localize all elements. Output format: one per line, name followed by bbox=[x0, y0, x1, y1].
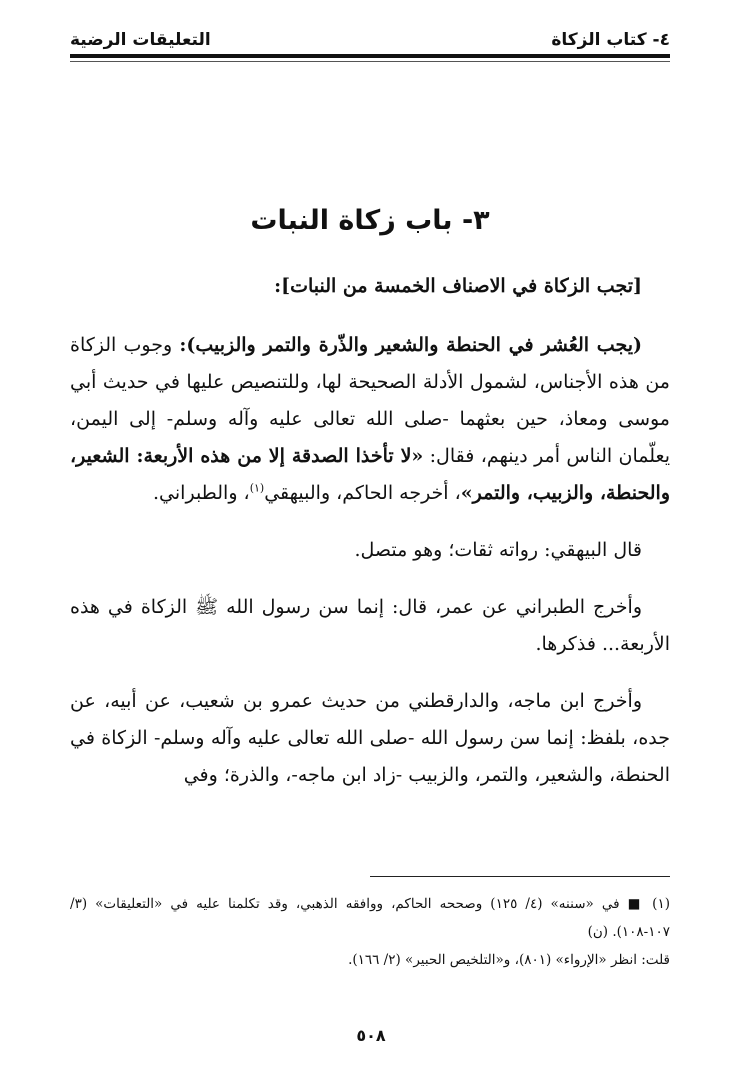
hadith-quote: «لا تأخذا الصدقة إلا من هذه الأربعة: الشعير، والحنطة، والزبيب، والتمر» bbox=[70, 445, 670, 504]
paragraph-1 bbox=[70, 327, 670, 512]
paragraph-1-body: وجوب الزكاة من هذه الأجناس، لشمول الأدلة الصحيحة لها، وللتنصيص عليها في حديث أبي موسى ومعاذ، حين بعثهما -صلى الله تعالى عليه وآله وسلم- إلى اليمن، يعلّمان الناس أمر دينهم، فقال: bbox=[70, 334, 670, 467]
header-rule-thick bbox=[70, 54, 670, 58]
paragraph-2: قال البيهقي: رواته ثقات؛ وهو متصل. bbox=[354, 539, 642, 561]
main-text bbox=[70, 268, 670, 814]
subheading: [تجب الزكاة في الاصناف الخمسة من النبات]: bbox=[274, 275, 642, 297]
section-title: ٣- باب زكاة النبات bbox=[250, 205, 490, 236]
page-number: ٥٠٨ bbox=[356, 1026, 386, 1045]
footnotes bbox=[70, 890, 670, 974]
footnote-2: قلت: انظر «الإرواء» (٨٠١)، و«التلخيص الحبير» (٢/ ١٦٦). bbox=[348, 952, 670, 968]
paragraph-1-body-3: ، والطبراني. bbox=[153, 482, 250, 504]
book-title-header: التعليقات الرضية bbox=[70, 30, 211, 50]
paragraph-4: وأخرج ابن ماجه، والدارقطني من حديث عمرو بن شعيب، عن أبيه، عن جده، بلفظ: إنما سن رسول الله -صلى الله تعالى عليه وآله وسلم- الزكاة في الحنطة، والشعير، والتمر، والزبيب -زاد ابن ماجه-، والذرة؛ وفي bbox=[70, 690, 670, 786]
paragraph-1-bold: (يجب العُشر في الحنطة والشعير والذّرة والتمر والزبيب): bbox=[179, 334, 643, 356]
footnote-rule bbox=[370, 876, 670, 877]
running-head bbox=[70, 24, 670, 50]
paragraph-1-body-2: ، أخرجه الحاكم، والبيهقي bbox=[264, 482, 461, 504]
footnote-1: (١) ■ في «سننه» (٤/ ١٢٥) وصححه الحاكم، ووافقه الذهبي، وقد تكلمنا عليه في «التعليقات» (٣/ ١٠٧-١٠٨). (ن) bbox=[70, 896, 670, 940]
header-rule-thin bbox=[70, 61, 670, 62]
chapter-header: ٤- كتاب الزكاة bbox=[551, 30, 670, 50]
footnote-ref: (١) bbox=[249, 481, 265, 495]
paragraph-3: وأخرج الطبراني عن عمر، قال: إنما سن رسول الله ﷺ الزكاة في هذه الأربعة... فذكرها. bbox=[70, 596, 670, 655]
